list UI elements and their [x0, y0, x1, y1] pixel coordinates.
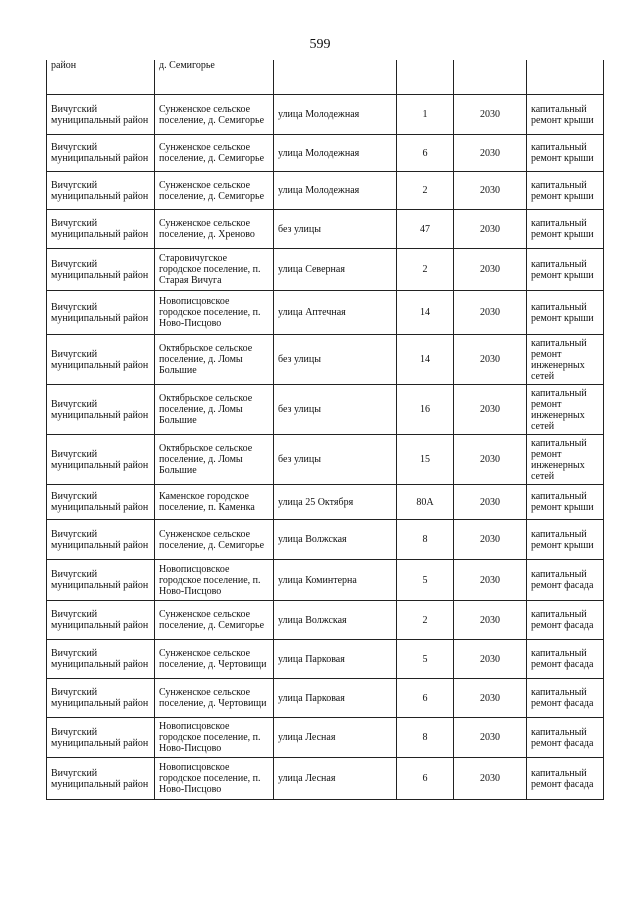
district-cell: Вичугский муниципальный район	[47, 758, 155, 800]
table-row	[47, 520, 604, 560]
settlement-cell: д. Семигорье	[155, 60, 274, 95]
work-cell: капитальный ремонт фасада	[527, 640, 604, 679]
table-row	[47, 135, 604, 172]
street-cell: улица Молодежная	[274, 172, 397, 210]
house-cell: 5	[397, 560, 454, 601]
year-cell: 2030	[454, 718, 527, 758]
year-cell: 2030	[454, 485, 527, 520]
year-cell: 2030	[454, 385, 527, 435]
street-cell: без улицы	[274, 335, 397, 385]
settlement-cell: Сунженское сельское поселение, д. Чертовищи	[155, 640, 274, 679]
settlement-cell: Старовичугское городское поселение, п. Старая Вичуга	[155, 249, 274, 291]
house-cell: 8	[397, 718, 454, 758]
district-cell: Вичугский муниципальный район	[47, 485, 155, 520]
table-row	[47, 679, 604, 718]
table-row-continued	[47, 60, 604, 95]
year-cell: 2030	[454, 210, 527, 249]
house-cell: 2	[397, 601, 454, 640]
work-cell: капитальный ремонт крыши	[527, 485, 604, 520]
settlement-cell: Октябрьское сельское поселение, д. Ломы Большие	[155, 335, 274, 385]
page-number: 599	[309, 37, 331, 52]
district-cell: Вичугский муниципальный район	[47, 172, 155, 210]
house-cell: 6	[397, 679, 454, 718]
year-cell: 2030	[454, 291, 527, 335]
street-cell: улица Коминтерна	[274, 560, 397, 601]
year-cell: 2030	[454, 172, 527, 210]
house-cell	[397, 60, 454, 95]
year-cell: 2030	[454, 679, 527, 718]
year-cell: 2030	[454, 520, 527, 560]
house-cell: 2	[397, 172, 454, 210]
settlement-cell: Сунженское сельское поселение, д. Семигорье	[155, 601, 274, 640]
housing-repair-table	[46, 60, 604, 800]
table-row	[47, 640, 604, 679]
district-cell: район	[47, 60, 155, 95]
settlement-cell: Новописцовское городское поселение, п. Ново-Писцово	[155, 758, 274, 800]
table-row	[47, 249, 604, 291]
work-cell: капитальный ремонт крыши	[527, 249, 604, 291]
street-cell: улица Молодежная	[274, 135, 397, 172]
settlement-cell: Сунженское сельское поселение, д. Семигорье	[155, 172, 274, 210]
district-cell: Вичугский муниципальный район	[47, 135, 155, 172]
street-cell: без улицы	[274, 385, 397, 435]
year-cell: 2030	[454, 758, 527, 800]
settlement-cell: Каменское городское поселение, п. Каменка	[155, 485, 274, 520]
street-cell: улица 25 Октября	[274, 485, 397, 520]
house-cell: 47	[397, 210, 454, 249]
work-cell	[527, 60, 604, 95]
district-cell: Вичугский муниципальный район	[47, 210, 155, 249]
district-cell: Вичугский муниципальный район	[47, 718, 155, 758]
street-cell: без улицы	[274, 210, 397, 249]
street-cell: улица Волжская	[274, 601, 397, 640]
work-cell: капитальный ремонт инженерных сетей	[527, 335, 604, 385]
table-row	[47, 758, 604, 800]
work-cell: капитальный ремонт фасада	[527, 560, 604, 601]
settlement-cell: Новописцовское городское поселение, п. Ново-Писцово	[155, 718, 274, 758]
table-row	[47, 95, 604, 135]
district-cell: Вичугский муниципальный район	[47, 520, 155, 560]
work-cell: капитальный ремонт крыши	[527, 172, 604, 210]
settlement-cell: Сунженское сельское поселение, д. Хреново	[155, 210, 274, 249]
table-row	[47, 210, 604, 249]
work-cell: капитальный ремонт крыши	[527, 291, 604, 335]
house-cell: 6	[397, 135, 454, 172]
table-row	[47, 335, 604, 385]
table-row	[47, 172, 604, 210]
house-cell: 8	[397, 520, 454, 560]
house-cell: 80А	[397, 485, 454, 520]
street-cell: улица Лесная	[274, 758, 397, 800]
work-cell: капитальный ремонт фасада	[527, 601, 604, 640]
district-cell: Вичугский муниципальный район	[47, 249, 155, 291]
work-cell: капитальный ремонт крыши	[527, 210, 604, 249]
house-cell: 14	[397, 335, 454, 385]
street-cell: улица Парковая	[274, 679, 397, 718]
district-cell: Вичугский муниципальный район	[47, 679, 155, 718]
settlement-cell: Октябрьское сельское поселение, д. Ломы Большие	[155, 385, 274, 435]
house-cell: 16	[397, 385, 454, 435]
house-cell: 2	[397, 249, 454, 291]
year-cell: 2030	[454, 135, 527, 172]
settlement-cell: Сунженское сельское поселение, д. Семигорье	[155, 95, 274, 135]
work-cell: капитальный ремонт инженерных сетей	[527, 435, 604, 485]
table-row	[47, 435, 604, 485]
district-cell: Вичугский муниципальный район	[47, 385, 155, 435]
table-row	[47, 485, 604, 520]
district-cell: Вичугский муниципальный район	[47, 560, 155, 601]
district-cell: Вичугский муниципальный район	[47, 291, 155, 335]
year-cell: 2030	[454, 95, 527, 135]
year-cell: 2030	[454, 335, 527, 385]
year-cell: 2030	[454, 560, 527, 601]
settlement-cell: Сунженское сельское поселение, д. Семигорье	[155, 135, 274, 172]
house-cell: 15	[397, 435, 454, 485]
street-cell: улица Северная	[274, 249, 397, 291]
district-cell: Вичугский муниципальный район	[47, 335, 155, 385]
work-cell: капитальный ремонт инженерных сетей	[527, 385, 604, 435]
work-cell: капитальный ремонт фасада	[527, 679, 604, 718]
house-cell: 5	[397, 640, 454, 679]
district-cell: Вичугский муниципальный район	[47, 601, 155, 640]
district-cell: Вичугский муниципальный район	[47, 640, 155, 679]
street-cell: без улицы	[274, 435, 397, 485]
district-cell: Вичугский муниципальный район	[47, 95, 155, 135]
settlement-cell: Новописцовское городское поселение, п. Ново-Писцово	[155, 560, 274, 601]
work-cell: капитальный ремонт фасада	[527, 718, 604, 758]
work-cell: капитальный ремонт крыши	[527, 135, 604, 172]
table-row	[47, 291, 604, 335]
table-row	[47, 385, 604, 435]
settlement-cell: Сунженское сельское поселение, д. Семигорье	[155, 520, 274, 560]
street-cell: улица Парковая	[274, 640, 397, 679]
year-cell	[454, 60, 527, 95]
street-cell: улица Лесная	[274, 718, 397, 758]
street-cell: улица Молодежная	[274, 95, 397, 135]
settlement-cell: Сунженское сельское поселение, д. Чертовищи	[155, 679, 274, 718]
work-cell: капитальный ремонт фасада	[527, 758, 604, 800]
street-cell	[274, 60, 397, 95]
street-cell: улица Аптечная	[274, 291, 397, 335]
year-cell: 2030	[454, 435, 527, 485]
table-row	[47, 560, 604, 601]
house-cell: 14	[397, 291, 454, 335]
district-cell: Вичугский муниципальный район	[47, 435, 155, 485]
year-cell: 2030	[454, 640, 527, 679]
table-row	[47, 718, 604, 758]
street-cell: улица Волжская	[274, 520, 397, 560]
year-cell: 2030	[454, 249, 527, 291]
house-cell: 1	[397, 95, 454, 135]
work-cell: капитальный ремонт крыши	[527, 520, 604, 560]
year-cell: 2030	[454, 601, 527, 640]
settlement-cell: Новописцовское городское поселение, п. Ново-Писцово	[155, 291, 274, 335]
table-row	[47, 601, 604, 640]
work-cell: капитальный ремонт крыши	[527, 95, 604, 135]
house-cell: 6	[397, 758, 454, 800]
settlement-cell: Октябрьское сельское поселение, д. Ломы Большие	[155, 435, 274, 485]
